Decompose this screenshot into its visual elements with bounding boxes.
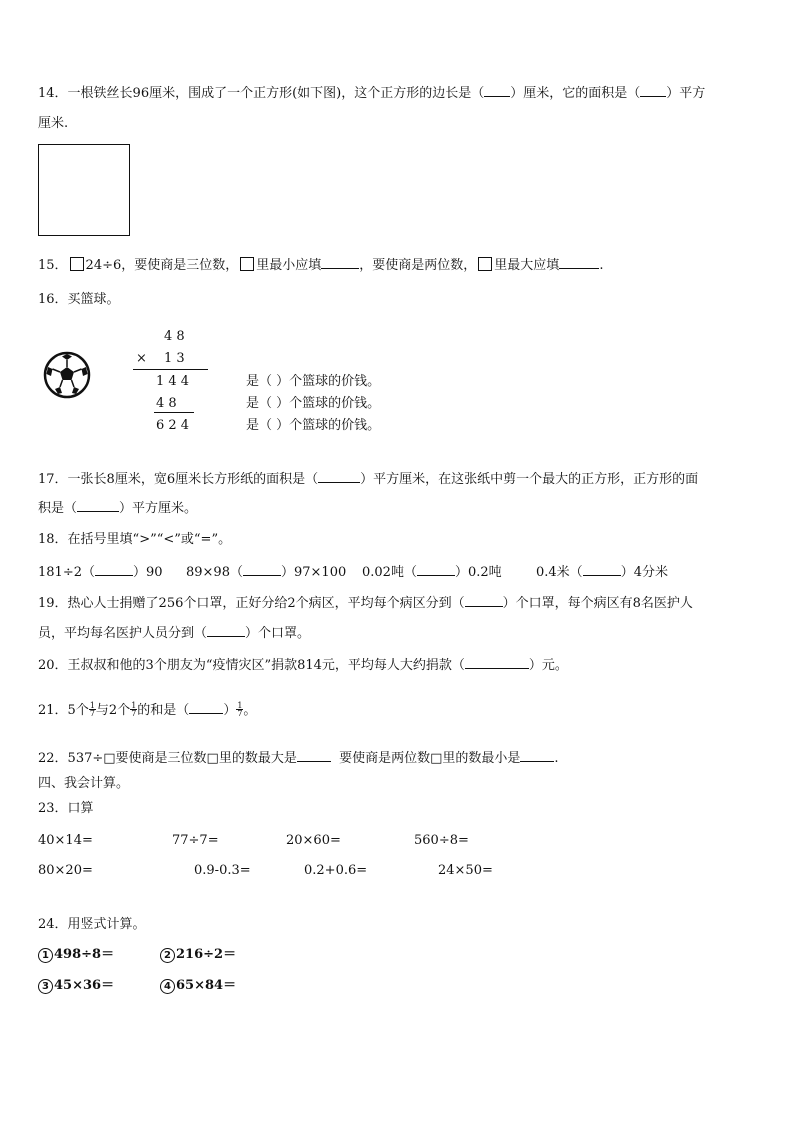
q22-text: 22．537÷□要使商是三位数□里的数最大是	[38, 751, 297, 766]
digit-box[interactable]	[70, 257, 84, 271]
question-18-title: 18．在括号里填“>”“<”或“=”。	[38, 532, 232, 547]
question-21	[38, 702, 256, 717]
question-19-line-2	[38, 625, 310, 640]
q19-answer-blank-1[interactable]	[465, 595, 503, 607]
digit-box	[240, 257, 254, 271]
q18-item-2	[186, 564, 346, 579]
q18-item-text: ）90	[132, 565, 163, 580]
calc-expression: 216÷2＝	[176, 947, 237, 962]
mental-math-item: 24×50=	[438, 863, 493, 878]
fraction	[89, 702, 96, 717]
fraction-denominator: 7	[237, 709, 243, 718]
q14-text: ）厘米，它的面积是（	[510, 86, 641, 101]
mental-math-item: 77÷7=	[172, 833, 219, 848]
q16-note-2: 是（ ）个篮球的价钱。	[246, 396, 381, 411]
mental-math-item: 20×60=	[286, 833, 341, 848]
vertical-calc-item-2	[160, 948, 236, 963]
circled-number: 3	[38, 979, 53, 994]
q17-text: ）平方厘米。	[119, 501, 198, 516]
calc-row-4: 4 8	[156, 396, 177, 411]
q18-item-text: ）0.2吨	[454, 565, 502, 580]
q15-number: 15．	[38, 258, 68, 273]
q21-text: ）	[223, 703, 237, 718]
q15-text: .	[599, 258, 604, 273]
calc-row-5: 6 2 4	[156, 418, 190, 433]
q17-text: ）平方厘米，在这张纸中剪一个最大的正方形，正方形的面	[360, 472, 699, 487]
q19-text: 员，平均每名医护人员分到（	[38, 626, 208, 641]
q22-answer-blank-2[interactable]	[520, 750, 554, 762]
mental-math-item: 80×20=	[38, 863, 93, 878]
q15-answer-blank-1[interactable]	[321, 257, 359, 269]
q21-answer-blank[interactable]	[189, 702, 223, 714]
q14-text: ）平方	[666, 86, 706, 101]
fraction-denominator: 7	[89, 709, 95, 718]
q19-text: ）个口罩，每个病区有8名医护人	[502, 596, 693, 611]
q17-answer-blank-2[interactable]	[77, 500, 119, 512]
q16-note-1: 是（ ）个篮球的价钱。	[246, 374, 381, 389]
q18-item-1	[38, 564, 163, 579]
calc-expression: 65×84＝	[176, 978, 237, 993]
q17-text: 积是（	[38, 501, 78, 516]
q22-text: 要使商是两位数□里的数最小是	[339, 751, 521, 766]
calc-expression: 45×36＝	[54, 978, 115, 993]
square-figure	[38, 144, 130, 236]
q21-text: 。	[243, 703, 257, 718]
fraction-numerator: 1	[237, 701, 243, 710]
q15-text: ，要使商是两位数，	[359, 258, 477, 273]
question-14-line-1	[38, 85, 705, 100]
q18-item-3	[362, 564, 502, 579]
q19-answer-blank-2[interactable]	[207, 625, 245, 637]
q15-text: 里最大应填	[494, 258, 560, 273]
q21-text: 的和是（	[137, 703, 190, 718]
question-17-line-2	[38, 500, 197, 515]
compare-blank[interactable]	[417, 564, 455, 576]
q15-text: 里最小应填	[256, 258, 322, 273]
question-16-title: 16．买篮球。	[38, 292, 120, 307]
q17-answer-blank-1[interactable]	[318, 471, 360, 483]
q18-item-text: ）97×100	[280, 565, 347, 580]
q18-item-text: 89×98（	[186, 565, 243, 580]
question-24-title: 24．用竖式计算。	[38, 917, 146, 932]
q19-text: 19．热心人士捐赠了256个口罩，正好分给2个病区，平均每个病区分到（	[38, 596, 465, 611]
q14-text-line-2: 厘米.	[38, 116, 69, 131]
calc-expression: 498÷8＝	[54, 947, 115, 962]
q18-item-text: 0.02吨（	[362, 565, 417, 580]
q14-text: 14．一根铁丝长96厘米，围成了一个正方形(如下图)，这个正方形的边长是（	[38, 86, 485, 101]
fraction-denominator: 7	[131, 709, 137, 718]
q15-text: 24÷6，要使商是三位数，	[85, 258, 239, 273]
q16-note-3: 是（ ）个篮球的价钱。	[246, 418, 381, 433]
mental-math-item: 560÷8=	[414, 833, 469, 848]
q21-text: 21．5个	[38, 703, 89, 718]
section-4-title: 四、我会计算。	[38, 776, 130, 791]
question-20	[38, 657, 568, 672]
q22-answer-blank-1[interactable]	[297, 750, 331, 762]
q17-text: 17．一张长8厘米，宽6厘米长方形纸的面积是（	[38, 472, 319, 487]
question-17-line-1	[38, 471, 698, 486]
q14-answer-blank-1[interactable]	[484, 85, 510, 97]
circled-number: 1	[38, 948, 53, 963]
q15-answer-blank-2[interactable]	[559, 257, 599, 269]
q20-text: 20．王叔叔和他的3个朋友为“疫情灾区”捐款814元，平均每人大约捐款（	[38, 658, 465, 673]
q19-text: ）个口罩。	[245, 626, 311, 641]
calc-divider	[154, 412, 194, 413]
soccer-ball-icon	[43, 351, 91, 399]
calc-row-2: 1 3	[164, 351, 185, 366]
question-23-title: 23．口算	[38, 801, 94, 816]
mental-math-item: 0.9-0.3=	[194, 863, 251, 878]
calc-divider	[133, 369, 208, 370]
calc-row-1: 4 8	[164, 329, 185, 344]
question-19-line-1	[38, 595, 693, 610]
question-22	[38, 750, 559, 765]
question-15	[38, 257, 603, 272]
digit-box	[478, 257, 492, 271]
vertical-calc-item-4	[160, 979, 236, 994]
q20-answer-blank[interactable]	[465, 657, 529, 669]
q18-item-text: 0.4米（	[536, 565, 583, 580]
calc-multiply-sign: ×	[136, 351, 147, 366]
fraction-numerator: 1	[89, 701, 95, 710]
q14-answer-blank-2[interactable]	[640, 85, 666, 97]
calc-row-3: 1 4 4	[156, 374, 190, 389]
circled-number: 4	[160, 979, 175, 994]
circled-number: 2	[160, 948, 175, 963]
q18-item-text: ）4分米	[620, 565, 668, 580]
vertical-calc-item-1	[38, 948, 114, 963]
q21-text: 与2个	[95, 703, 131, 718]
compare-blank[interactable]	[583, 564, 621, 576]
mental-math-item: 0.2+0.6=	[304, 863, 368, 878]
q20-text: ）元。	[528, 658, 568, 673]
q22-text: .	[554, 751, 559, 766]
q18-item-4	[536, 564, 668, 579]
q18-item-text: 181÷2（	[38, 565, 95, 580]
vertical-calc-item-3	[38, 979, 114, 994]
fraction-numerator: 1	[131, 701, 137, 710]
mental-math-item: 40×14=	[38, 833, 93, 848]
compare-blank[interactable]	[243, 564, 281, 576]
compare-blank[interactable]	[95, 564, 133, 576]
